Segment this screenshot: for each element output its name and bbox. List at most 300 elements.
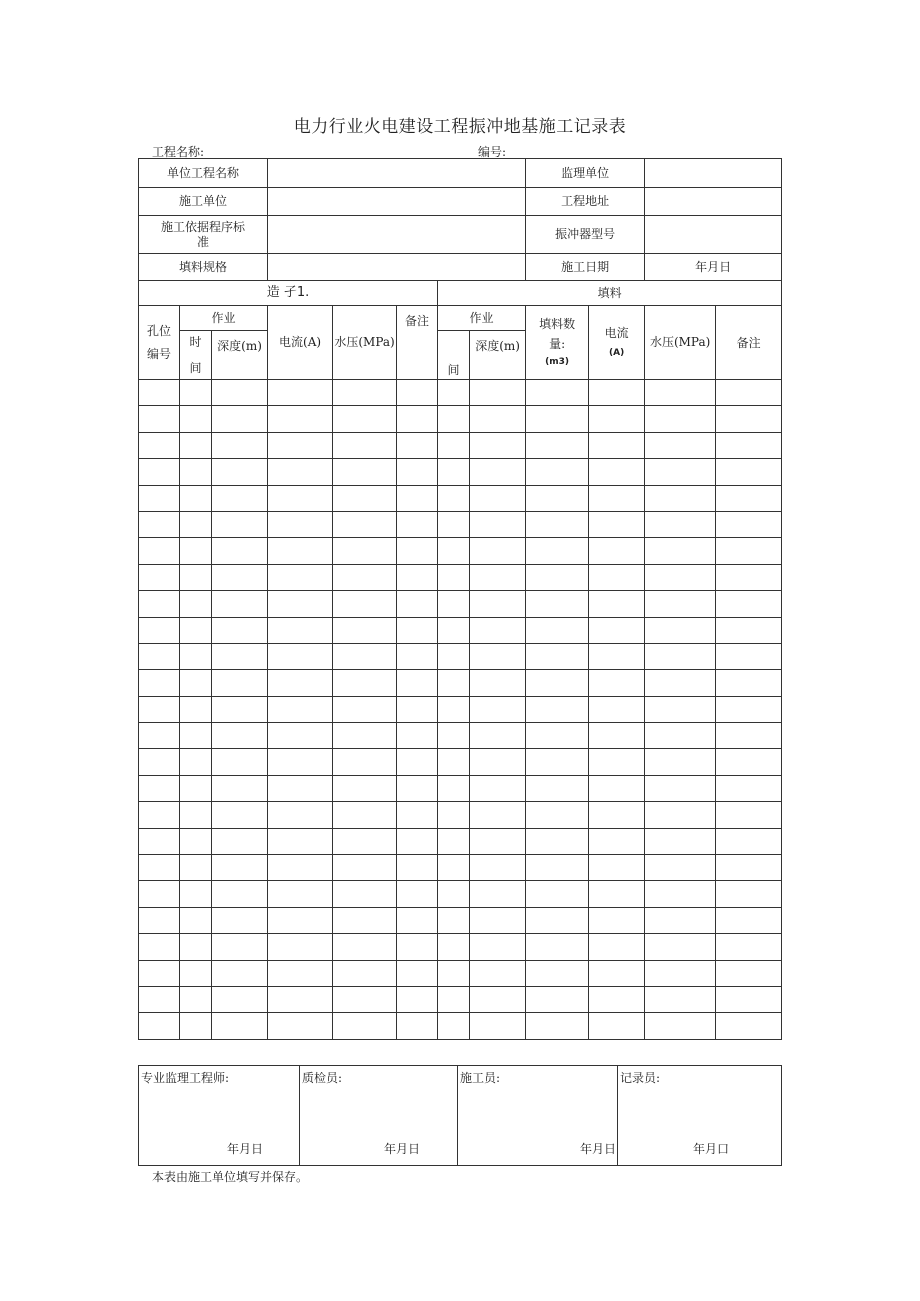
table-cell[interactable] [526, 802, 589, 828]
table-cell[interactable] [526, 538, 589, 564]
table-cell[interactable] [212, 828, 268, 854]
table-cell[interactable] [470, 907, 526, 933]
table-cell[interactable] [268, 749, 333, 775]
table-cell[interactable] [333, 406, 397, 432]
table-cell[interactable] [589, 459, 645, 485]
table-cell[interactable] [645, 380, 716, 406]
table-cell[interactable] [268, 564, 333, 590]
table-cell[interactable] [645, 723, 716, 749]
table-cell[interactable] [645, 511, 716, 537]
table-cell[interactable] [589, 1013, 645, 1039]
table-cell[interactable] [268, 670, 333, 696]
table-cell[interactable] [268, 960, 333, 986]
table-cell[interactable] [589, 723, 645, 749]
table-cell[interactable] [268, 591, 333, 617]
table-cell[interactable] [526, 564, 589, 590]
table-cell[interactable] [139, 934, 180, 960]
table-cell[interactable] [645, 960, 716, 986]
table-cell[interactable] [470, 986, 526, 1012]
table-cell[interactable] [397, 1013, 438, 1039]
table-cell[interactable] [526, 459, 589, 485]
table-cell[interactable] [180, 1013, 212, 1039]
builder-signature-cell[interactable] [458, 1066, 618, 1166]
table-cell[interactable] [716, 696, 782, 722]
table-cell[interactable] [716, 591, 782, 617]
table-cell[interactable] [526, 749, 589, 775]
table-cell[interactable] [716, 749, 782, 775]
table-cell[interactable] [716, 802, 782, 828]
table-cell[interactable] [333, 564, 397, 590]
table-cell[interactable] [212, 591, 268, 617]
table-cell[interactable] [397, 406, 438, 432]
table-cell[interactable] [268, 802, 333, 828]
table-cell[interactable] [180, 934, 212, 960]
table-cell[interactable] [397, 538, 438, 564]
table-cell[interactable] [470, 617, 526, 643]
table-cell[interactable] [470, 538, 526, 564]
table-cell[interactable] [716, 881, 782, 907]
table-cell[interactable] [526, 696, 589, 722]
table-cell[interactable] [212, 511, 268, 537]
table-cell[interactable] [139, 828, 180, 854]
table-cell[interactable] [268, 538, 333, 564]
table-cell[interactable] [589, 538, 645, 564]
table-cell[interactable] [645, 696, 716, 722]
table-cell[interactable] [589, 617, 645, 643]
table-cell[interactable] [526, 723, 589, 749]
table-cell[interactable] [397, 670, 438, 696]
table-cell[interactable] [333, 855, 397, 881]
table-cell[interactable] [526, 380, 589, 406]
table-cell[interactable] [470, 380, 526, 406]
table-cell[interactable] [645, 670, 716, 696]
table-cell[interactable] [589, 511, 645, 537]
table-cell[interactable] [470, 670, 526, 696]
table-cell[interactable] [716, 432, 782, 458]
table-cell[interactable] [268, 485, 333, 511]
table-cell[interactable] [397, 485, 438, 511]
table-cell[interactable] [268, 907, 333, 933]
table-cell[interactable] [333, 907, 397, 933]
table-cell[interactable] [716, 855, 782, 881]
table-cell[interactable] [397, 881, 438, 907]
table-cell[interactable] [645, 855, 716, 881]
table-cell[interactable] [397, 591, 438, 617]
table-cell[interactable] [180, 538, 212, 564]
table-cell[interactable] [470, 1013, 526, 1039]
table-cell[interactable] [716, 643, 782, 669]
table-cell[interactable] [212, 459, 268, 485]
table-cell[interactable] [333, 723, 397, 749]
table-cell[interactable] [716, 723, 782, 749]
table-cell[interactable] [397, 511, 438, 537]
table-cell[interactable] [139, 960, 180, 986]
table-cell[interactable] [212, 907, 268, 933]
table-cell[interactable] [645, 1013, 716, 1039]
table-cell[interactable] [645, 907, 716, 933]
table-cell[interactable] [470, 881, 526, 907]
table-cell[interactable] [645, 643, 716, 669]
table-cell[interactable] [470, 643, 526, 669]
table-cell[interactable] [397, 907, 438, 933]
table-cell[interactable] [139, 749, 180, 775]
table-cell[interactable] [526, 643, 589, 669]
table-cell[interactable] [716, 986, 782, 1012]
table-cell[interactable] [212, 485, 268, 511]
table-cell[interactable] [526, 432, 589, 458]
table-cell[interactable] [645, 538, 716, 564]
table-cell[interactable] [333, 380, 397, 406]
table-cell[interactable] [470, 934, 526, 960]
table-cell[interactable] [180, 881, 212, 907]
table-cell[interactable] [589, 380, 645, 406]
table-cell[interactable] [526, 855, 589, 881]
table-cell[interactable] [716, 1013, 782, 1039]
table-cell[interactable] [716, 538, 782, 564]
table-cell[interactable] [526, 881, 589, 907]
table-cell[interactable] [438, 775, 470, 801]
table-cell[interactable] [438, 459, 470, 485]
vibrator-model-field[interactable] [645, 216, 782, 254]
table-cell[interactable] [470, 485, 526, 511]
table-cell[interactable] [139, 723, 180, 749]
table-cell[interactable] [180, 432, 212, 458]
table-cell[interactable] [589, 907, 645, 933]
table-cell[interactable] [589, 406, 645, 432]
table-cell[interactable] [139, 670, 180, 696]
table-cell[interactable] [180, 855, 212, 881]
table-cell[interactable] [526, 617, 589, 643]
table-cell[interactable] [212, 723, 268, 749]
table-cell[interactable] [645, 485, 716, 511]
table-cell[interactable] [333, 459, 397, 485]
table-cell[interactable] [139, 538, 180, 564]
table-cell[interactable] [397, 617, 438, 643]
table-cell[interactable] [470, 511, 526, 537]
table-cell[interactable] [589, 986, 645, 1012]
table-cell[interactable] [139, 643, 180, 669]
table-cell[interactable] [526, 670, 589, 696]
table-cell[interactable] [526, 511, 589, 537]
table-cell[interactable] [397, 802, 438, 828]
table-cell[interactable] [139, 511, 180, 537]
table-cell[interactable] [333, 960, 397, 986]
table-cell[interactable] [716, 934, 782, 960]
table-cell[interactable] [470, 855, 526, 881]
table-cell[interactable] [212, 775, 268, 801]
table-cell[interactable] [333, 511, 397, 537]
table-cell[interactable] [268, 1013, 333, 1039]
table-cell[interactable] [645, 591, 716, 617]
table-cell[interactable] [589, 749, 645, 775]
table-cell[interactable] [212, 855, 268, 881]
unit-project-name-field[interactable] [268, 159, 526, 188]
table-cell[interactable] [333, 1013, 397, 1039]
table-cell[interactable] [212, 538, 268, 564]
table-cell[interactable] [268, 380, 333, 406]
table-cell[interactable] [397, 775, 438, 801]
table-cell[interactable] [526, 828, 589, 854]
table-cell[interactable] [333, 696, 397, 722]
table-cell[interactable] [139, 617, 180, 643]
table-cell[interactable] [397, 986, 438, 1012]
table-cell[interactable] [212, 1013, 268, 1039]
table-cell[interactable] [645, 775, 716, 801]
table-cell[interactable] [397, 855, 438, 881]
table-cell[interactable] [212, 696, 268, 722]
table-cell[interactable] [438, 696, 470, 722]
table-cell[interactable] [180, 564, 212, 590]
table-cell[interactable] [645, 749, 716, 775]
table-cell[interactable] [438, 380, 470, 406]
table-cell[interactable] [589, 432, 645, 458]
table-cell[interactable] [438, 538, 470, 564]
table-cell[interactable] [139, 855, 180, 881]
table-cell[interactable] [333, 775, 397, 801]
table-cell[interactable] [212, 881, 268, 907]
table-cell[interactable] [716, 960, 782, 986]
engineer-signature-cell[interactable] [139, 1066, 300, 1166]
table-cell[interactable] [212, 934, 268, 960]
supervision-unit-field[interactable] [645, 159, 782, 188]
table-cell[interactable] [212, 617, 268, 643]
table-cell[interactable] [180, 960, 212, 986]
table-cell[interactable] [589, 934, 645, 960]
table-cell[interactable] [438, 986, 470, 1012]
table-cell[interactable] [180, 670, 212, 696]
table-cell[interactable] [180, 380, 212, 406]
table-cell[interactable] [397, 380, 438, 406]
table-cell[interactable] [438, 617, 470, 643]
table-cell[interactable] [139, 459, 180, 485]
table-cell[interactable] [180, 485, 212, 511]
table-cell[interactable] [716, 459, 782, 485]
table-cell[interactable] [470, 432, 526, 458]
table-cell[interactable] [645, 617, 716, 643]
table-cell[interactable] [397, 723, 438, 749]
table-cell[interactable] [139, 802, 180, 828]
table-cell[interactable] [716, 775, 782, 801]
table-cell[interactable] [139, 406, 180, 432]
table-cell[interactable] [645, 828, 716, 854]
table-cell[interactable] [212, 406, 268, 432]
table-cell[interactable] [589, 855, 645, 881]
table-cell[interactable] [139, 907, 180, 933]
table-cell[interactable] [645, 986, 716, 1012]
table-cell[interactable] [333, 828, 397, 854]
table-cell[interactable] [212, 749, 268, 775]
table-cell[interactable] [526, 485, 589, 511]
table-cell[interactable] [470, 564, 526, 590]
table-cell[interactable] [139, 432, 180, 458]
table-cell[interactable] [438, 511, 470, 537]
table-cell[interactable] [589, 960, 645, 986]
table-cell[interactable] [438, 643, 470, 669]
table-cell[interactable] [268, 696, 333, 722]
table-cell[interactable] [470, 749, 526, 775]
table-cell[interactable] [526, 775, 589, 801]
table-cell[interactable] [397, 696, 438, 722]
table-cell[interactable] [268, 406, 333, 432]
table-cell[interactable] [268, 723, 333, 749]
table-cell[interactable] [397, 960, 438, 986]
table-cell[interactable] [139, 775, 180, 801]
table-cell[interactable] [212, 643, 268, 669]
table-cell[interactable] [438, 855, 470, 881]
table-cell[interactable] [268, 511, 333, 537]
table-cell[interactable] [180, 591, 212, 617]
table-cell[interactable] [438, 723, 470, 749]
table-cell[interactable] [268, 828, 333, 854]
table-cell[interactable] [139, 380, 180, 406]
table-cell[interactable] [268, 459, 333, 485]
table-cell[interactable] [438, 591, 470, 617]
table-cell[interactable] [589, 564, 645, 590]
table-cell[interactable] [139, 591, 180, 617]
table-cell[interactable] [526, 1013, 589, 1039]
table-cell[interactable] [526, 591, 589, 617]
table-cell[interactable] [139, 881, 180, 907]
table-cell[interactable] [589, 881, 645, 907]
table-cell[interactable] [438, 960, 470, 986]
table-cell[interactable] [397, 749, 438, 775]
table-cell[interactable] [268, 934, 333, 960]
table-cell[interactable] [716, 406, 782, 432]
table-cell[interactable] [589, 696, 645, 722]
table-cell[interactable] [589, 775, 645, 801]
table-cell[interactable] [180, 696, 212, 722]
table-cell[interactable] [139, 696, 180, 722]
table-cell[interactable] [333, 802, 397, 828]
table-cell[interactable] [180, 643, 212, 669]
table-cell[interactable] [397, 643, 438, 669]
table-cell[interactable] [470, 723, 526, 749]
table-cell[interactable] [397, 564, 438, 590]
table-cell[interactable] [645, 934, 716, 960]
table-cell[interactable] [333, 749, 397, 775]
table-cell[interactable] [268, 775, 333, 801]
table-cell[interactable] [438, 934, 470, 960]
table-cell[interactable] [470, 406, 526, 432]
table-cell[interactable] [180, 459, 212, 485]
table-cell[interactable] [589, 485, 645, 511]
table-cell[interactable] [333, 670, 397, 696]
table-cell[interactable] [716, 828, 782, 854]
table-cell[interactable] [438, 1013, 470, 1039]
recorder-signature-cell[interactable] [618, 1066, 782, 1166]
construction-unit-field[interactable] [268, 188, 526, 216]
table-cell[interactable] [333, 934, 397, 960]
table-cell[interactable] [180, 617, 212, 643]
inspector-signature-cell[interactable] [300, 1066, 458, 1166]
table-cell[interactable] [470, 775, 526, 801]
table-cell[interactable] [438, 564, 470, 590]
table-cell[interactable] [333, 986, 397, 1012]
table-cell[interactable] [438, 749, 470, 775]
table-cell[interactable] [333, 538, 397, 564]
table-cell[interactable] [212, 960, 268, 986]
table-cell[interactable] [526, 907, 589, 933]
table-cell[interactable] [716, 380, 782, 406]
table-cell[interactable] [526, 960, 589, 986]
table-cell[interactable] [470, 802, 526, 828]
table-cell[interactable] [180, 828, 212, 854]
table-cell[interactable] [645, 459, 716, 485]
table-cell[interactable] [645, 881, 716, 907]
table-cell[interactable] [139, 485, 180, 511]
table-cell[interactable] [438, 485, 470, 511]
table-cell[interactable] [333, 643, 397, 669]
table-cell[interactable] [180, 802, 212, 828]
table-cell[interactable] [716, 511, 782, 537]
table-cell[interactable] [645, 406, 716, 432]
table-cell[interactable] [333, 617, 397, 643]
fill-spec-field[interactable] [268, 254, 526, 281]
table-cell[interactable] [438, 432, 470, 458]
construction-basis-field[interactable] [268, 216, 526, 254]
table-cell[interactable] [333, 432, 397, 458]
table-cell[interactable] [716, 564, 782, 590]
table-cell[interactable] [268, 855, 333, 881]
table-cell[interactable] [397, 459, 438, 485]
table-cell[interactable] [716, 907, 782, 933]
table-cell[interactable] [470, 459, 526, 485]
table-cell[interactable] [526, 934, 589, 960]
table-cell[interactable] [438, 881, 470, 907]
table-cell[interactable] [470, 960, 526, 986]
table-cell[interactable] [438, 828, 470, 854]
construction-date-field[interactable]: 年月日 [645, 254, 782, 281]
table-cell[interactable] [268, 881, 333, 907]
table-cell[interactable] [589, 828, 645, 854]
table-cell[interactable] [180, 723, 212, 749]
table-cell[interactable] [333, 591, 397, 617]
table-cell[interactable] [212, 380, 268, 406]
table-cell[interactable] [333, 881, 397, 907]
table-cell[interactable] [268, 432, 333, 458]
table-cell[interactable] [438, 802, 470, 828]
table-cell[interactable] [526, 986, 589, 1012]
table-cell[interactable] [589, 802, 645, 828]
table-cell[interactable] [645, 802, 716, 828]
table-cell[interactable] [333, 485, 397, 511]
table-cell[interactable] [716, 617, 782, 643]
table-cell[interactable] [180, 511, 212, 537]
table-cell[interactable] [470, 696, 526, 722]
table-cell[interactable] [212, 564, 268, 590]
table-cell[interactable] [589, 643, 645, 669]
table-cell[interactable] [180, 406, 212, 432]
table-cell[interactable] [212, 802, 268, 828]
table-cell[interactable] [716, 670, 782, 696]
table-cell[interactable] [589, 670, 645, 696]
table-cell[interactable] [397, 432, 438, 458]
table-cell[interactable] [645, 432, 716, 458]
table-cell[interactable] [212, 986, 268, 1012]
table-cell[interactable] [268, 643, 333, 669]
table-cell[interactable] [268, 617, 333, 643]
table-cell[interactable] [180, 986, 212, 1012]
table-cell[interactable] [180, 907, 212, 933]
table-cell[interactable] [139, 986, 180, 1012]
table-cell[interactable] [589, 591, 645, 617]
table-cell[interactable] [438, 406, 470, 432]
table-cell[interactable] [397, 934, 438, 960]
table-cell[interactable] [139, 564, 180, 590]
project-address-field[interactable] [645, 188, 782, 216]
table-cell[interactable] [470, 591, 526, 617]
table-cell[interactable] [212, 432, 268, 458]
